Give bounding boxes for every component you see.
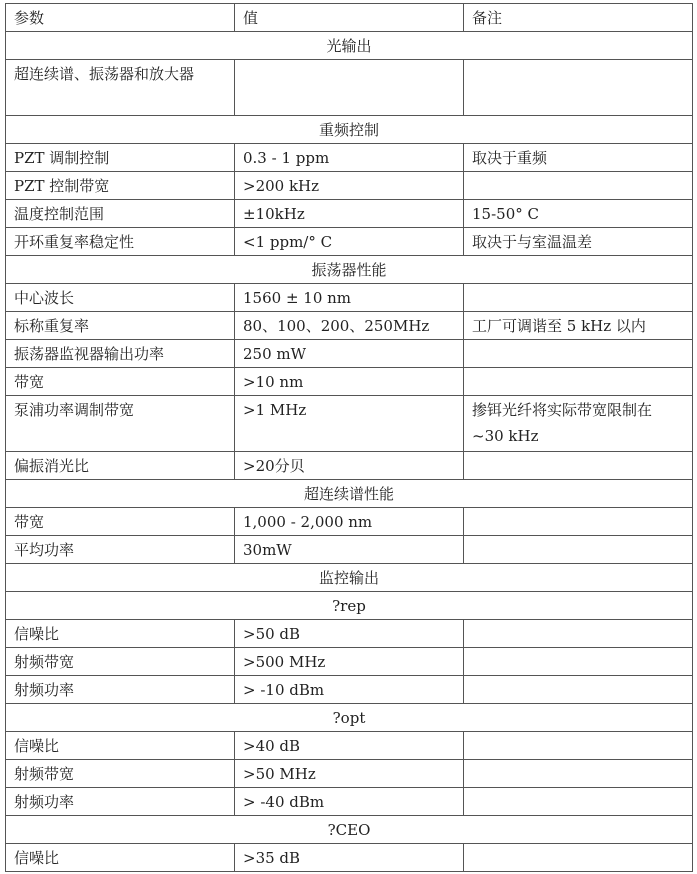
- note-cell: [464, 844, 693, 872]
- param-cell: 射频功率: [6, 788, 235, 816]
- value-cell: 0.3 - 1 ppm: [235, 144, 464, 172]
- value-cell: >500 MHz: [235, 648, 464, 676]
- table-row: [6, 200, 693, 228]
- table-row: [6, 844, 693, 872]
- table-row: [6, 536, 693, 564]
- param-cell: 信噪比: [6, 732, 235, 760]
- param-cell: PZT 控制带宽: [6, 172, 235, 200]
- value-cell: 1560 ± 10 nm: [235, 284, 464, 312]
- table-row: [6, 508, 693, 536]
- section-title: 超连续谱性能: [6, 480, 693, 508]
- table-row: [6, 228, 693, 256]
- note-cell: [464, 732, 693, 760]
- table-row: [6, 760, 693, 788]
- spec-table: [5, 3, 693, 872]
- note-cell: [464, 676, 693, 704]
- note-cell: 工厂可调谐至 5 kHz 以内: [464, 312, 693, 340]
- section-row: [6, 564, 693, 592]
- table-row: [6, 340, 693, 368]
- note-cell: 取决于重频: [464, 144, 693, 172]
- note-cell: [464, 760, 693, 788]
- subsection-title: ?CEO: [6, 816, 693, 844]
- value-cell: 80、100、200、250MHz: [235, 312, 464, 340]
- section-title: 重频控制: [6, 116, 693, 144]
- value-cell: 1,000 - 2,000 nm: [235, 508, 464, 536]
- note-cell: [464, 60, 693, 116]
- param-cell: 带宽: [6, 508, 235, 536]
- section-title: 振荡器性能: [6, 256, 693, 284]
- value-cell: ±10kHz: [235, 200, 464, 228]
- param-cell: 射频功率: [6, 676, 235, 704]
- subsection-row: [6, 704, 693, 732]
- table-row: [6, 368, 693, 396]
- table-row: [6, 144, 693, 172]
- note-cell: [464, 284, 693, 312]
- param-cell: 信噪比: [6, 620, 235, 648]
- note-cell: [464, 172, 693, 200]
- table-row: [6, 620, 693, 648]
- subsection-title: ?opt: [6, 704, 693, 732]
- value-cell: >1 MHz: [235, 396, 464, 452]
- table-row: [6, 284, 693, 312]
- value-cell: >200 kHz: [235, 172, 464, 200]
- param-cell: 射频带宽: [6, 760, 235, 788]
- param-cell: 射频带宽: [6, 648, 235, 676]
- section-row: [6, 480, 693, 508]
- section-title: 监控输出: [6, 564, 693, 592]
- param-cell: 中心波长: [6, 284, 235, 312]
- note-cell: 15-50° C: [464, 200, 693, 228]
- table-row: [6, 172, 693, 200]
- param-cell: 偏振消光比: [6, 452, 235, 480]
- param-cell: 标称重复率: [6, 312, 235, 340]
- header-note: 备注: [464, 4, 693, 32]
- subsection-title: ?rep: [6, 592, 693, 620]
- value-cell: <1 ppm/° C: [235, 228, 464, 256]
- subsection-row: [6, 816, 693, 844]
- value-cell: 250 mW: [235, 340, 464, 368]
- value-cell: >35 dB: [235, 844, 464, 872]
- value-cell: > -40 dBm: [235, 788, 464, 816]
- note-cell: 掺铒光纤将实际带宽限制在 ~30 kHz: [464, 396, 693, 452]
- param-cell: PZT 调制控制: [6, 144, 235, 172]
- param-cell: 信噪比: [6, 844, 235, 872]
- param-cell: 开环重复率稳定性: [6, 228, 235, 256]
- param-cell: 泵浦功率调制带宽: [6, 396, 235, 452]
- param-cell: 带宽: [6, 368, 235, 396]
- note-cell: [464, 536, 693, 564]
- value-cell: >40 dB: [235, 732, 464, 760]
- value-cell: 30mW: [235, 536, 464, 564]
- note-cell: 取决于与室温温差: [464, 228, 693, 256]
- note-cell: [464, 340, 693, 368]
- note-cell: [464, 648, 693, 676]
- table-row: [6, 60, 693, 116]
- note-cell: [464, 452, 693, 480]
- header-param: 参数: [6, 4, 235, 32]
- table-row: [6, 312, 693, 340]
- note-cell: [464, 368, 693, 396]
- section-row: [6, 116, 693, 144]
- section-row: [6, 256, 693, 284]
- table-row: [6, 788, 693, 816]
- table-row: [6, 396, 693, 452]
- note-cell: [464, 508, 693, 536]
- param-cell: 超连续谱、振荡器和放大器: [6, 60, 235, 116]
- header-row: [6, 4, 693, 32]
- value-cell: >50 MHz: [235, 760, 464, 788]
- value-cell: >50 dB: [235, 620, 464, 648]
- table-row: [6, 452, 693, 480]
- subsection-row: [6, 592, 693, 620]
- section-title: 光输出: [6, 32, 693, 60]
- param-cell: 振荡器监视器输出功率: [6, 340, 235, 368]
- section-row: [6, 32, 693, 60]
- value-cell: >10 nm: [235, 368, 464, 396]
- table-row: [6, 732, 693, 760]
- value-cell: > -10 dBm: [235, 676, 464, 704]
- header-value: 值: [235, 4, 464, 32]
- note-cell: [464, 788, 693, 816]
- table-row: [6, 676, 693, 704]
- value-cell: >20分贝: [235, 452, 464, 480]
- note-cell: [464, 620, 693, 648]
- table-row: [6, 648, 693, 676]
- param-cell: 温度控制范围: [6, 200, 235, 228]
- value-cell: [235, 60, 464, 116]
- param-cell: 平均功率: [6, 536, 235, 564]
